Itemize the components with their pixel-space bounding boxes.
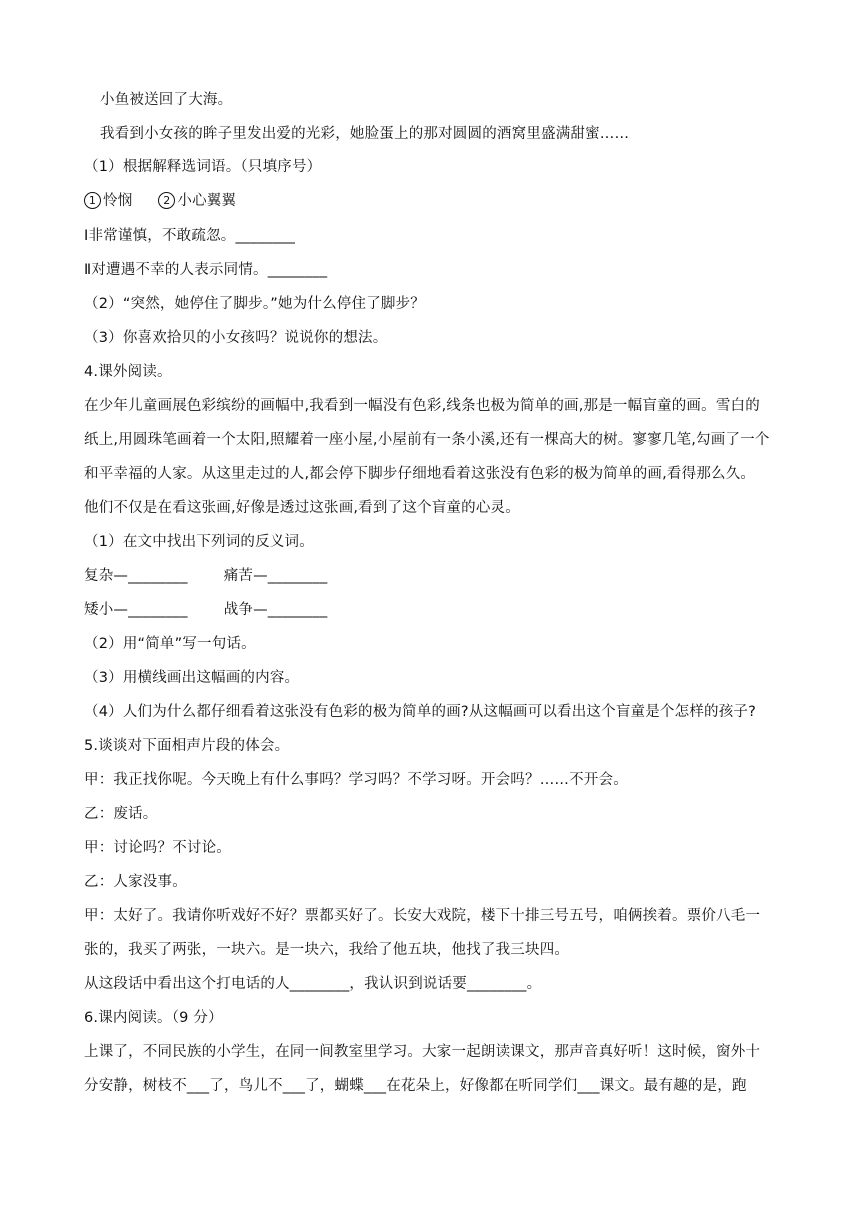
dialogue-line: 甲：我正找你呢。今天晚上有什么事吗？学习吗？不学习呀。开会吗？……不开会。	[84, 772, 628, 788]
option-text: 怜悯	[103, 193, 133, 209]
dialogue-line: 张的，我买了两张，一块六。是一块六，我给了他五块，他找了我三块四。	[84, 942, 570, 958]
paragraph: 在少年儿童画展色彩缤纷的画幅中,我看到一幅没有色彩,线条也极为简单的画,那是一幅盲童的画。雪白的	[84, 398, 760, 414]
section-title: 6.课内阅读。（9 分）	[84, 1010, 223, 1026]
paragraph: 小鱼被送回了大海。	[100, 92, 233, 108]
antonym-blank: 矮小—________	[84, 602, 188, 618]
question: （1）根据解释选词语。（只填序号）	[84, 159, 322, 175]
paragraph: 他们不仅是在看这张画,好像是透过这张画,看到了这个盲童的心灵。	[84, 500, 520, 516]
definition-line: Ⅱ对遭遇不幸的人表示同情。________	[84, 262, 328, 278]
antonym-row	[84, 600, 327, 620]
circled-number: 1	[84, 192, 101, 209]
antonym-blank: 战争—________	[223, 602, 328, 618]
paragraph: 和平幸福的人家。从这里走过的人,都会停下脚步仔细地看着这张没有色彩的极为简单的画,看得那么久。	[84, 466, 756, 482]
question: （3）用横线画出这幅画的内容。	[84, 670, 300, 686]
option-text: 小心翼翼	[177, 193, 237, 209]
paragraph: 上课了，不同民族的小学生，在同一间教室里学习。大家一起朗读课文，那声音真好听！这时候，窗外十	[84, 1044, 761, 1060]
question: 从这段话中看出这个打电话的人________，我认识到说话要________。	[84, 976, 542, 992]
paragraph: 分安静，树枝不___了，鸟儿不___了，蝴蝶___在花朵上，好像都在听同学们___课文。最有趣的是，跑	[84, 1078, 747, 1094]
circled-number: 2	[158, 192, 175, 209]
dialogue-line: 甲：讨论吗？不讨论。	[84, 840, 231, 856]
question: （4）人们为什么都仔细看着这张没有色彩的极为简单的画?从这幅画可以看出这个盲童是个怎样的孩子?	[84, 704, 757, 720]
question: （2）用“简单”写一句话。	[84, 636, 256, 652]
paragraph: 我看到小女孩的眸子里发出爱的光彩，她脸蛋上的那对圆圆的酒窝里盛满甜蜜……	[100, 126, 630, 142]
antonym-blank: 复杂—________	[84, 568, 188, 584]
options-row	[84, 191, 236, 211]
dialogue-line: 乙：废话。	[84, 806, 158, 822]
question: （2）“突然，她停住了脚步。”她为什么停住了脚步？	[84, 296, 425, 312]
section-title: 4.课外阅读。	[84, 364, 172, 380]
antonym-blank: 痛苦—________	[223, 568, 328, 584]
section-title: 5.谈谈对下面相声片段的体会。	[84, 738, 290, 754]
dialogue-line: 甲：太好了。我请你听戏好不好？票都买好了。长安大戏院，楼下十排三号五号，咱俩挨着。票价八毛一	[84, 908, 761, 924]
dialogue-line: 乙：人家没事。	[84, 874, 187, 890]
paragraph: 纸上,用圆珠笔画着一个太阳,照耀着一座小屋,小屋前有一条小溪,还有一棵高大的树。寥寥几笔,勾画了一个	[84, 432, 770, 448]
question: （3）你喜欢拾贝的小女孩吗？说说你的想法。	[84, 330, 388, 346]
question: （1）在文中找出下列词的反义词。	[84, 534, 314, 550]
definition-line: Ⅰ非常谨慎，不敢疏忽。________	[84, 228, 296, 244]
antonym-row	[84, 566, 327, 586]
